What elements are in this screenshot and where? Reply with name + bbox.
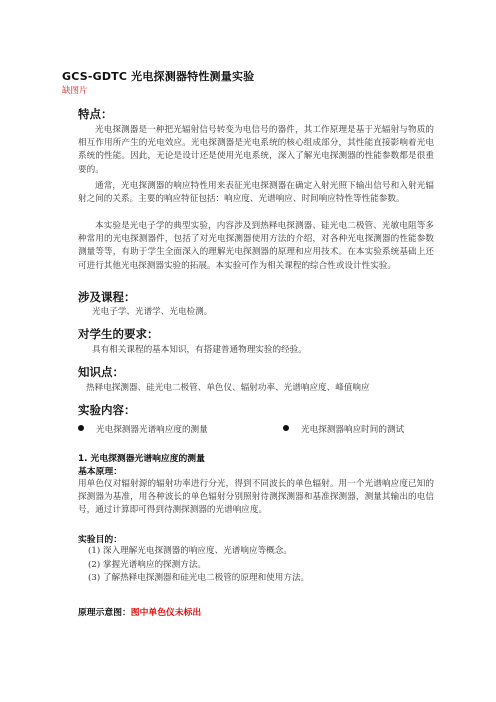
purpose-item-3: (3) 了解热释电探测器和硅光电二极管的原理和使用方法。: [88, 573, 310, 584]
content-item-2: 光电探测器响应时间的测试: [301, 425, 405, 435]
document-title: GCS-GDTC 光电探测器特性测量实验: [62, 70, 255, 83]
purpose-list: [88, 545, 309, 586]
missing-image-note: 缺图片: [62, 86, 88, 96]
purpose-item-2: (2) 掌握光谱响应的探测方法。: [88, 559, 207, 570]
requirements-text: 具有相关课程的基本知识，有搭建普通物理实验的经验。: [92, 345, 307, 355]
purpose-item-1: (1) 深入理解光电探测器的响应度、光谱响应等概念。: [88, 546, 292, 556]
diagram-note: 图中单色仪未标出: [130, 608, 202, 618]
features-paragraph-1: 光电探测器是一种把光辐射信号转变为电信号的器件，其工作原理是基于光辐射与物质的相互作用所产生的光电效应。光电探测器是光电系统的核心组成部分，其性能直接影响着光电系统的性能。因此，无论是设计还是使用光电系统，深入了解光电探测器的性能参数都是很重要的。: [78, 125, 434, 175]
knowledge-heading: 知识点：: [78, 365, 124, 379]
principle-heading: 基本原理：: [78, 467, 122, 477]
requirements-heading: 对学生的要求：: [78, 327, 159, 341]
bullet-icon: [78, 425, 84, 431]
features-heading: 特点：: [78, 107, 113, 121]
experiment1-title: 1. 光电探测器光谱响应度的测量: [78, 454, 205, 464]
knowledge-text: 热释电探测器、硅光电二极管、单色仪、辐射功率、光谱响应度、峰值响应: [86, 383, 370, 393]
diagram-heading-line: [78, 605, 201, 618]
content-item-1: 光电探测器光谱响应度的测量: [96, 425, 208, 435]
features-paragraph-3: 本实验是光电子学的典型实验，内容涉及到热释电探测器、硅光电二极管、光敏电阻等多种常用的光电探测器件，包括了对光电探测器使用方法的介绍，对各种光电探测器的性能参数测量等等，有助于学生全面深入的理解光电探测器的原理和应用技术。在本实验系统基础上还可进行其他光电探测器实验的拓展。本实验可作为相关课程的综合性或设计性实验。: [78, 221, 434, 271]
purpose-heading: 实验目的：: [78, 535, 122, 545]
bullet-icon: [283, 425, 289, 431]
features-paragraph-2: 通常，光电探测器的响应特性用来表征光电探测器在确定入射光照下输出信号和入射光辐射之间的关系。主要的响应特征包括：响应度、光谱响应、时间响应特性等性能参数。: [78, 181, 434, 205]
content-heading: 实验内容：: [78, 403, 136, 417]
principle-text: 用单色仪对辐射源的辐射功率进行分光，得到不同波长的单色辐射。用一个光谱响应度已知的探测器为基准，用各种波长的单色辐射分别照射待测探测器和基准探测器，测量其输出的电信号，通过计算即可得到待测探测器的光谱响应度。: [78, 479, 434, 516]
courses-heading: 涉及课程：: [78, 290, 136, 304]
courses-text: 光电子学、光谱学、光电检测。: [92, 307, 213, 317]
diagram-heading: 原理示意图：: [78, 608, 131, 618]
